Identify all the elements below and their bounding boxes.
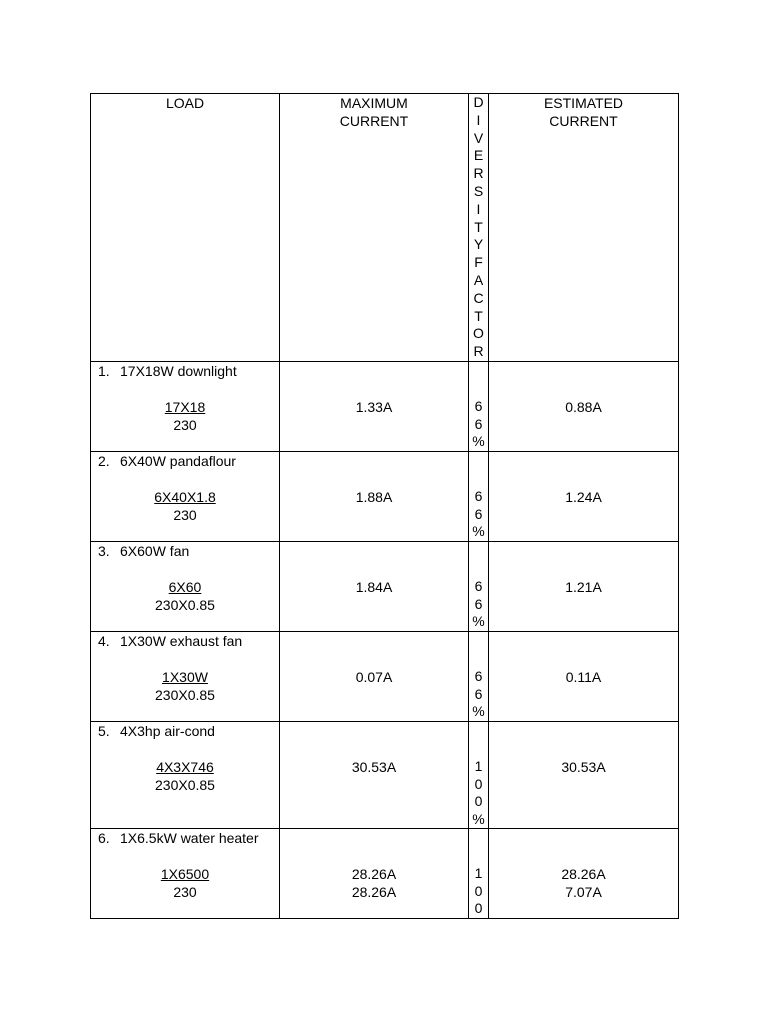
load-number: 5. xyxy=(98,723,110,739)
load-number: 6. xyxy=(98,830,110,846)
maximum-current-value: 1.88A xyxy=(355,489,393,505)
diversity-value xyxy=(469,488,488,541)
load-cell xyxy=(91,452,280,542)
diversity-char: 1 xyxy=(474,758,483,774)
diversity-factor-letter: T xyxy=(474,307,483,324)
load-label xyxy=(91,722,279,740)
maximum-current-value: 0.07A xyxy=(355,669,393,685)
maximum-current-cell xyxy=(280,829,469,919)
diversity-char: % xyxy=(472,433,485,449)
load-formula xyxy=(91,398,279,434)
diversity-cell xyxy=(469,722,489,829)
diversity-char: 6 xyxy=(474,398,483,414)
diversity-char: 0 xyxy=(474,793,483,809)
table-row xyxy=(91,542,679,632)
formula-numerator: 6X60 xyxy=(168,579,202,595)
diversity-char: 6 xyxy=(474,595,483,612)
diversity-char: 0 xyxy=(474,775,483,792)
diversity-value xyxy=(469,398,488,451)
diversity-factor-letter: F xyxy=(474,254,483,271)
load-description: 4X3hp air-cond xyxy=(120,723,215,739)
formula-numerator: 4X3X746 xyxy=(156,759,214,775)
formula-denominator: 230X0.85 xyxy=(155,777,215,793)
table-row xyxy=(91,362,679,452)
diversity-factor-letter: Y xyxy=(473,236,484,253)
table-row xyxy=(91,632,679,722)
diversity-factor-letter: D xyxy=(473,94,484,110)
header-diversity-factor-cell xyxy=(469,94,489,362)
header-maximum-current: MAXIMUM CURRENT xyxy=(339,95,409,129)
load-label xyxy=(91,362,279,380)
diversity-factor-letter: V xyxy=(473,129,484,146)
diversity-char: 6 xyxy=(474,668,483,684)
diversity-factor-letter: T xyxy=(474,218,483,235)
header-diversity-factor xyxy=(469,94,488,361)
estimated-current-cell xyxy=(489,722,679,829)
load-cell xyxy=(91,829,280,919)
diversity-char: % xyxy=(472,523,485,539)
diversity-cell xyxy=(469,542,489,632)
diversity-factor-letter: O xyxy=(473,325,484,342)
diversity-factor-letter: I xyxy=(476,200,481,217)
estimated-current-value: 0.88A xyxy=(565,399,602,415)
diversity-char: % xyxy=(472,613,485,629)
diversity-char: 6 xyxy=(474,505,483,522)
diversity-char: 1 xyxy=(474,865,483,881)
load-number: 2. xyxy=(98,453,110,469)
diversity-cell xyxy=(469,829,489,919)
load-formula xyxy=(91,758,279,794)
formula-numerator: 1X30W xyxy=(162,669,208,685)
maximum-current-cell xyxy=(280,632,469,722)
formula-denominator: 230X0.85 xyxy=(155,687,215,703)
load-table xyxy=(90,93,679,919)
diversity-factor-letter: A xyxy=(473,271,484,288)
load-description: 1X30W exhaust fan xyxy=(120,633,243,649)
estimated-current-cell xyxy=(489,632,679,722)
load-number: 1. xyxy=(98,363,110,379)
load-cell xyxy=(91,722,280,829)
diversity-char: % xyxy=(472,703,485,719)
diversity-char: 6 xyxy=(474,415,483,432)
load-cell xyxy=(91,542,280,632)
estimated-current-cell xyxy=(489,542,679,632)
load-description: 17X18W downlight xyxy=(120,363,237,379)
load-formula xyxy=(91,668,279,704)
table-row xyxy=(91,452,679,542)
diversity-cell xyxy=(469,452,489,542)
load-description: 1X6.5kW water heater xyxy=(120,830,259,846)
estimated-current-cell xyxy=(489,829,679,919)
formula-denominator: 230 xyxy=(173,507,197,523)
load-cell xyxy=(91,632,280,722)
header-estimated-current: ESTIMATED CURRENT xyxy=(543,95,624,129)
estimated-current-value: 30.53A xyxy=(561,759,606,775)
diversity-factor-letter: R xyxy=(473,343,484,360)
diversity-value xyxy=(469,865,488,918)
formula-denominator: 230X0.85 xyxy=(155,597,215,613)
load-label xyxy=(91,632,279,650)
load-description: 6X60W fan xyxy=(120,543,190,559)
load-cell xyxy=(91,362,280,452)
diversity-char: 0 xyxy=(474,900,483,916)
maximum-current-cell xyxy=(280,722,469,829)
formula-numerator: 1X6500 xyxy=(160,866,210,882)
diversity-factor-letter: S xyxy=(473,182,484,199)
maximum-current-value: 28.26A 28.26A xyxy=(351,866,397,900)
load-number: 4. xyxy=(98,633,110,649)
formula-numerator: 17X18 xyxy=(164,399,206,415)
header-estimated-current-cell xyxy=(489,94,679,362)
diversity-char: 6 xyxy=(474,488,483,504)
estimated-current-cell xyxy=(489,452,679,542)
load-formula xyxy=(91,488,279,524)
diversity-cell xyxy=(469,632,489,722)
load-description: 6X40W pandaflour xyxy=(120,453,236,469)
diversity-char: 0 xyxy=(474,882,483,899)
header-row xyxy=(91,94,679,362)
estimated-current-value: 1.21A xyxy=(565,579,602,595)
diversity-factor-letter: R xyxy=(473,165,484,182)
maximum-current-value: 1.84A xyxy=(355,579,393,595)
table-row xyxy=(91,829,679,919)
diversity-factor-letter: C xyxy=(473,289,484,306)
header-load: LOAD xyxy=(165,95,205,111)
estimated-current-cell xyxy=(489,362,679,452)
estimated-current-value: 28.26A 7.07A xyxy=(561,866,606,900)
load-number: 3. xyxy=(98,543,110,559)
header-maximum-current-cell xyxy=(280,94,469,362)
load-label xyxy=(91,452,279,470)
maximum-current-cell xyxy=(280,362,469,452)
formula-denominator: 230 xyxy=(173,884,197,900)
load-label xyxy=(91,829,279,847)
diversity-value xyxy=(469,758,488,828)
diversity-cell xyxy=(469,362,489,452)
estimated-current-value: 0.11A xyxy=(565,669,602,685)
diversity-factor-letter: I xyxy=(476,111,481,128)
diversity-value xyxy=(469,578,488,631)
diversity-factor-letter: E xyxy=(473,147,484,164)
table-row xyxy=(91,722,679,829)
header-load-cell xyxy=(91,94,280,362)
load-formula xyxy=(91,865,279,901)
diversity-char: 6 xyxy=(474,578,483,594)
diversity-value xyxy=(469,668,488,721)
diversity-char: 6 xyxy=(474,685,483,702)
diversity-char: % xyxy=(472,810,485,827)
formula-denominator: 230 xyxy=(173,417,197,433)
maximum-current-cell xyxy=(280,542,469,632)
estimated-current-value: 1.24A xyxy=(565,489,602,505)
maximum-current-value: 1.33A xyxy=(355,399,393,415)
maximum-current-value: 30.53A xyxy=(351,759,397,775)
maximum-current-cell xyxy=(280,452,469,542)
load-label xyxy=(91,542,279,560)
load-formula xyxy=(91,578,279,614)
formula-numerator: 6X40X1.8 xyxy=(154,489,216,505)
